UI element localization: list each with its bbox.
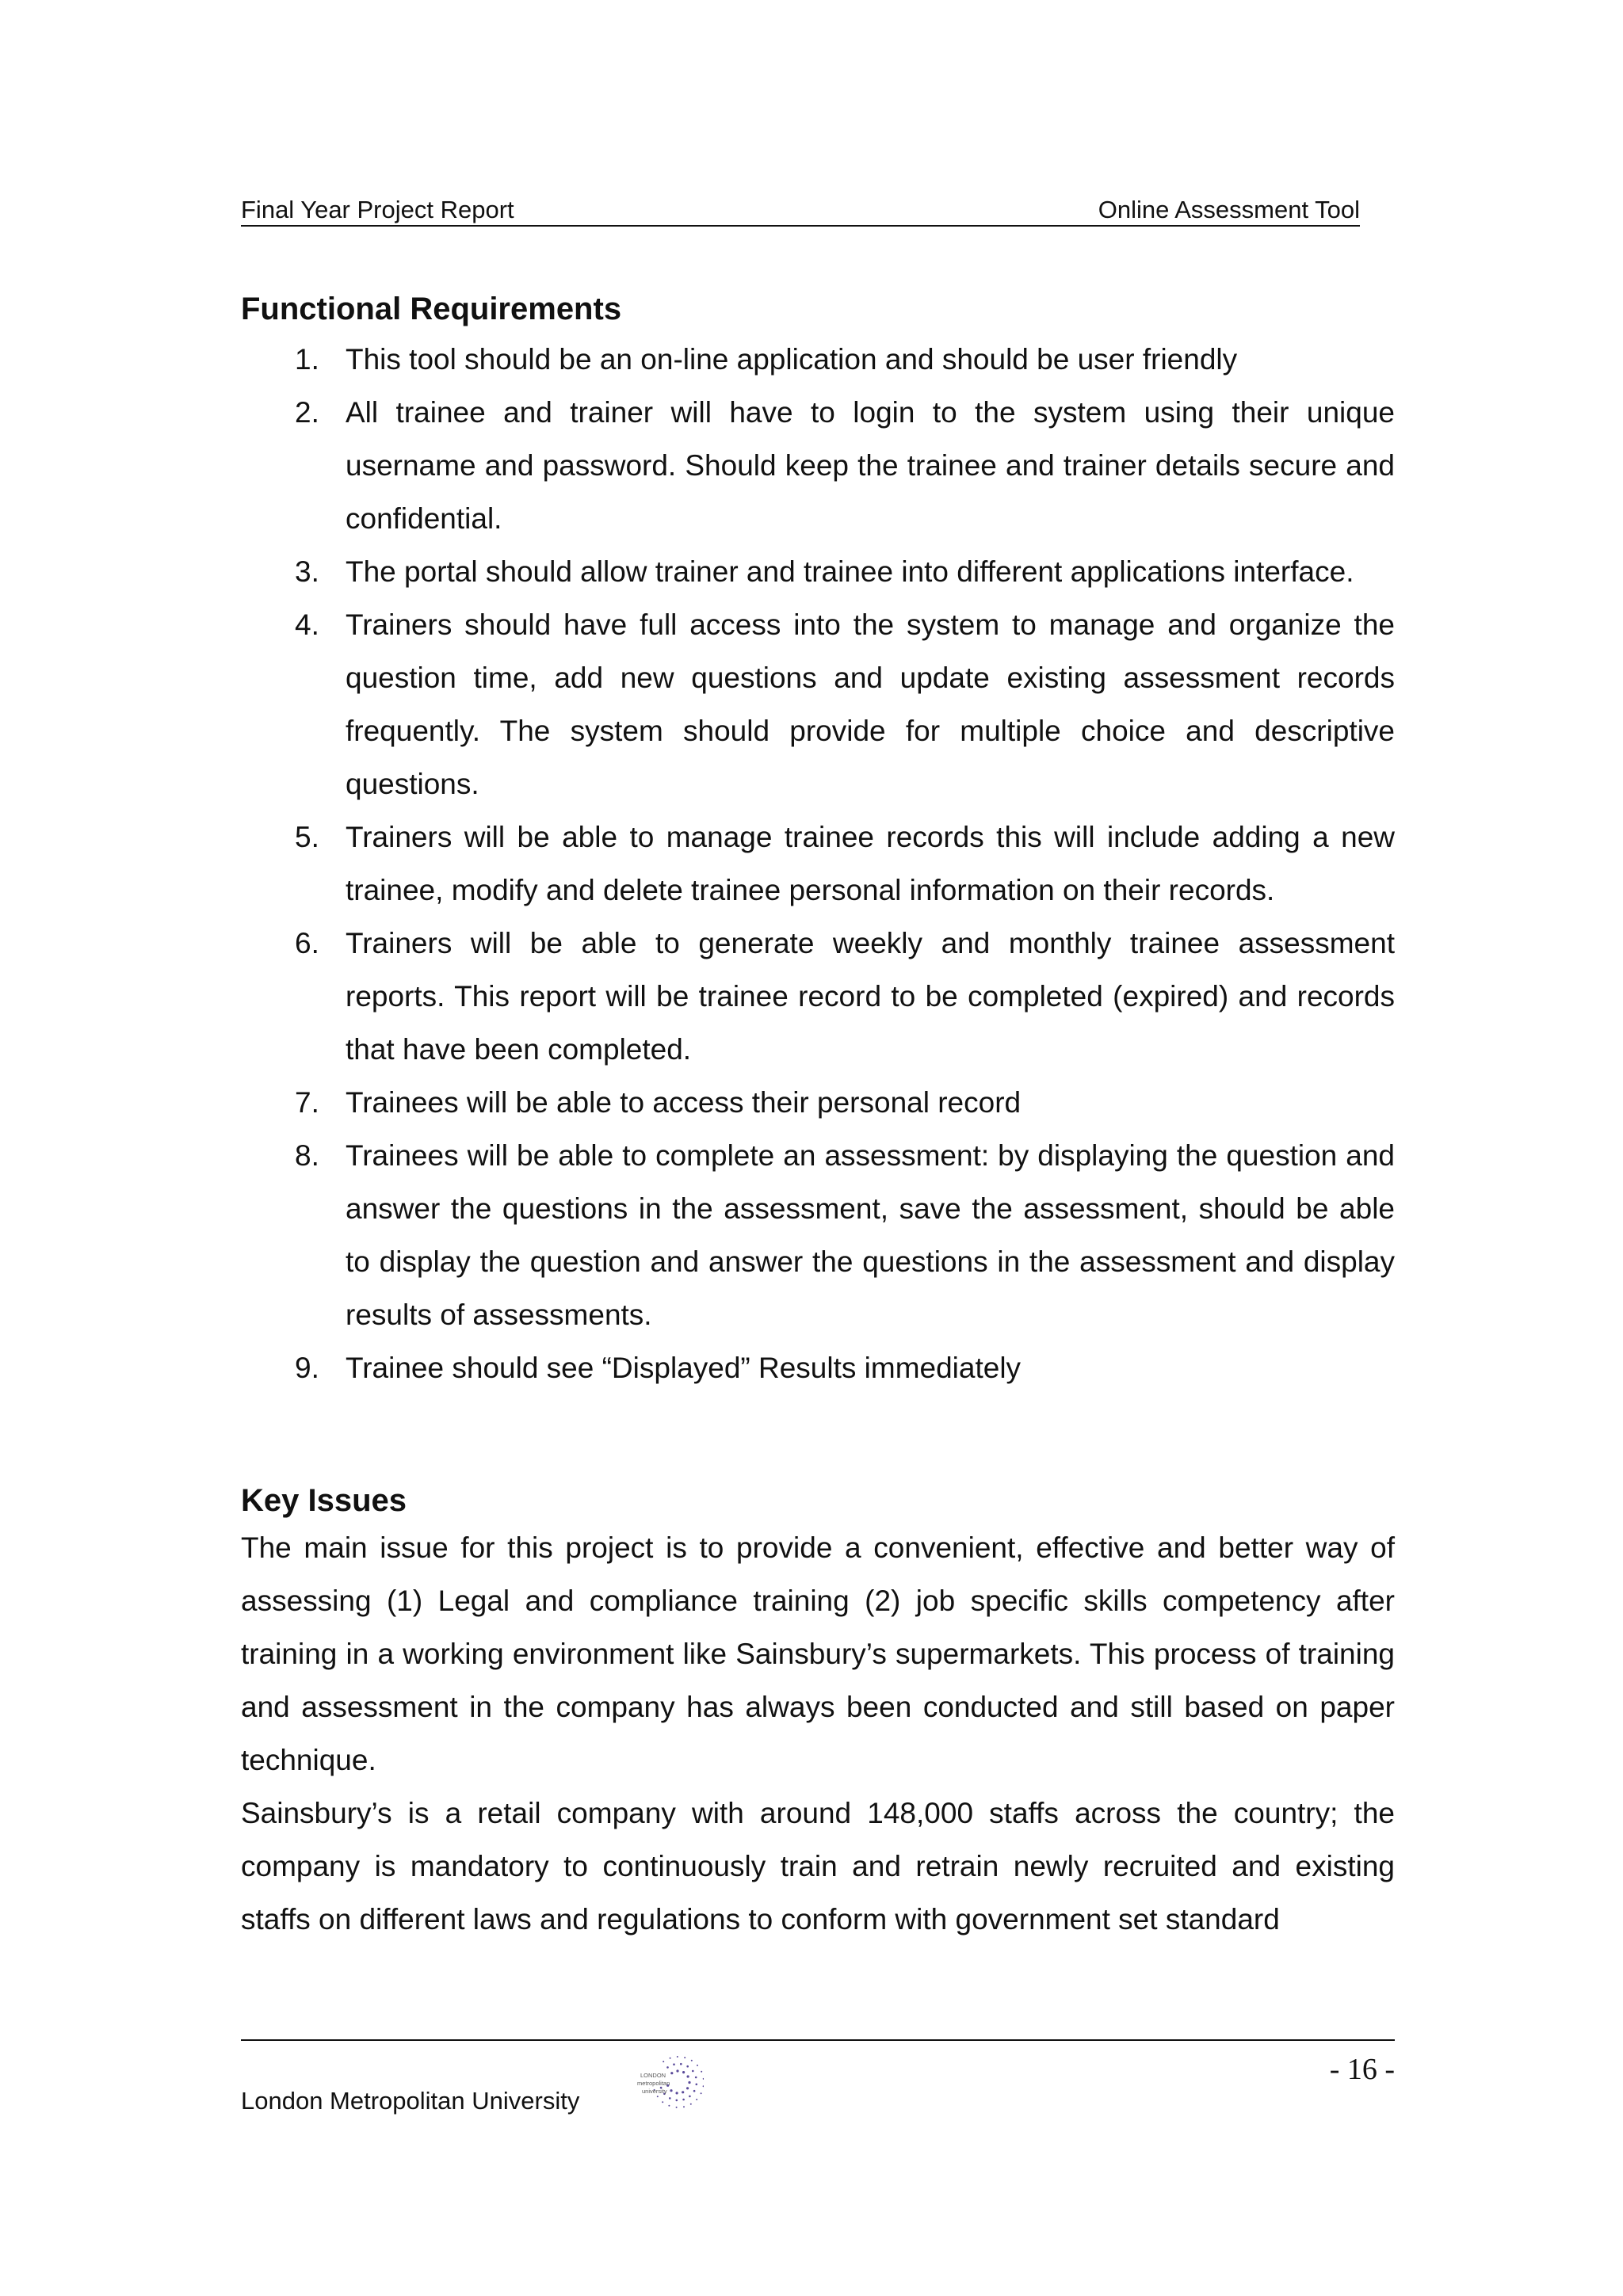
list-text: Trainee should see “Displayed” Results immediately	[346, 1352, 1022, 1384]
logo-dot	[696, 2099, 697, 2100]
list-text: All trainee and trainer will have to login to the system using their unique username and password. Should keep the trainee and trainer details secure and confidential.	[346, 396, 1395, 535]
logo-dot	[670, 2072, 673, 2074]
logo-dot	[682, 2071, 685, 2073]
list-number: 9.	[295, 1352, 319, 1384]
logo-dot	[687, 2075, 689, 2077]
logo-dot	[701, 2071, 702, 2073]
list-number: 2.	[295, 396, 319, 429]
logo-dot	[666, 2066, 669, 2069]
logo-dot	[676, 2069, 678, 2072]
page-number: - 16 -	[1329, 2053, 1395, 2086]
list-number: 5.	[295, 821, 319, 853]
list-number: 7.	[295, 1086, 319, 1119]
list-number: 8.	[295, 1139, 319, 1172]
logo-dot	[697, 2065, 698, 2066]
list-number: 6.	[295, 927, 319, 959]
list-item	[241, 333, 1395, 386]
logo-dot	[703, 2085, 704, 2087]
logo-text-line: metropolitan	[637, 2080, 670, 2087]
logo-dot	[690, 2103, 692, 2105]
logo-dot	[677, 2056, 678, 2058]
footer-institution: London Metropolitan University	[241, 2087, 580, 2115]
list-text: This tool should be an on-line application and should be user friendly	[346, 343, 1238, 376]
logo-dot	[703, 2078, 704, 2080]
list-text: The portal should allow trainer and trainee into different applications interface.	[346, 555, 1354, 588]
logo-dot	[676, 2107, 678, 2108]
logo-dot	[689, 2096, 691, 2098]
list-item	[241, 386, 1395, 545]
logo-dot	[668, 2105, 670, 2107]
logo-dot	[682, 2099, 685, 2101]
paragraph: The main issue for this project is to provide a convenient, effective and better way of assessing (1) Legal and compliance training (2) job specific skills competency after training in a working environment like Sainsbury’s supermarkets. This process of training and assessment in the company has always been conducted and still based on paper technique.	[241, 1531, 1395, 1776]
header-left: Final Year Project Report	[241, 196, 514, 223]
header-right: Online Assessment Tool	[1098, 196, 1360, 223]
list-text: Trainers will be able to generate weekly and monthly trainee assessment reports. This report will be trainee record to be completed (expired) and records that have been completed.	[346, 927, 1395, 1066]
list-number: 1.	[295, 343, 319, 376]
list-item	[241, 1341, 1395, 1394]
running-header	[241, 195, 1360, 227]
logo-dot	[670, 2058, 671, 2059]
list-number: 4.	[295, 608, 319, 641]
section-title-key-issues: Key Issues	[241, 1483, 407, 1518]
list-item	[241, 1076, 1395, 1129]
logo-dot	[695, 2077, 697, 2079]
section-title-functional-requirements: Functional Requirements	[241, 292, 622, 326]
paragraph: Sainsbury’s is a retail company with around 148,000 staffs across the country; the company is mandatory to continuously train and retrain newly recruited and existing staffs on different laws and regulations to conform with government set standard	[241, 1797, 1395, 1936]
logo-dot	[669, 2097, 671, 2100]
logo-dot	[693, 2090, 696, 2092]
logo-dot	[688, 2081, 690, 2084]
logo-dot	[696, 2084, 698, 2086]
footer-divider	[241, 2039, 1395, 2041]
list-item	[241, 1129, 1395, 1341]
requirements-list	[241, 333, 1395, 1394]
list-item	[241, 917, 1395, 1076]
logo-dot	[680, 2063, 682, 2065]
logo-dot	[683, 2106, 685, 2107]
logo-text-line: university	[642, 2088, 667, 2095]
logo-dot	[663, 2061, 664, 2062]
logo-dot	[676, 2092, 678, 2094]
logo-dot	[662, 2101, 663, 2103]
logo-dot	[686, 2087, 689, 2089]
university-logo-icon	[617, 2055, 704, 2112]
list-text: Trainers will be able to manage trainee records this will include adding a new trainee, modify and delete trainee personal information on their records.	[346, 821, 1395, 906]
list-text: Trainees will be able to complete an assessment: by displaying the question and answer the questions in the assessment, save the assessment, should be able to display the question and answer the questions in the assessment and display results of assessments.	[346, 1139, 1395, 1331]
logo-dot	[657, 2096, 659, 2097]
logo-dot	[686, 2065, 689, 2068]
logo-dot	[691, 2060, 693, 2061]
logo-text-line: LONDON	[640, 2072, 666, 2079]
list-number: 3.	[295, 555, 319, 588]
key-issues-body	[241, 1521, 1395, 1946]
list-text: Trainees will be able to access their personal record	[346, 1086, 1022, 1119]
list-item	[241, 598, 1395, 810]
list-text: Trainers should have full access into the system to manage and organize the question time, add new questions and update existing assessment records frequently. The system should provide for multiple choice and descriptive questions.	[346, 608, 1395, 800]
list-item	[241, 810, 1395, 917]
logo-dot	[692, 2070, 694, 2073]
logo-dot	[673, 2063, 675, 2065]
logo-dot	[684, 2057, 685, 2058]
logo-dot	[676, 2100, 678, 2102]
logo-dot	[682, 2091, 684, 2093]
list-item	[241, 545, 1395, 598]
logo-dot	[701, 2092, 702, 2094]
logo-dot	[670, 2089, 672, 2092]
